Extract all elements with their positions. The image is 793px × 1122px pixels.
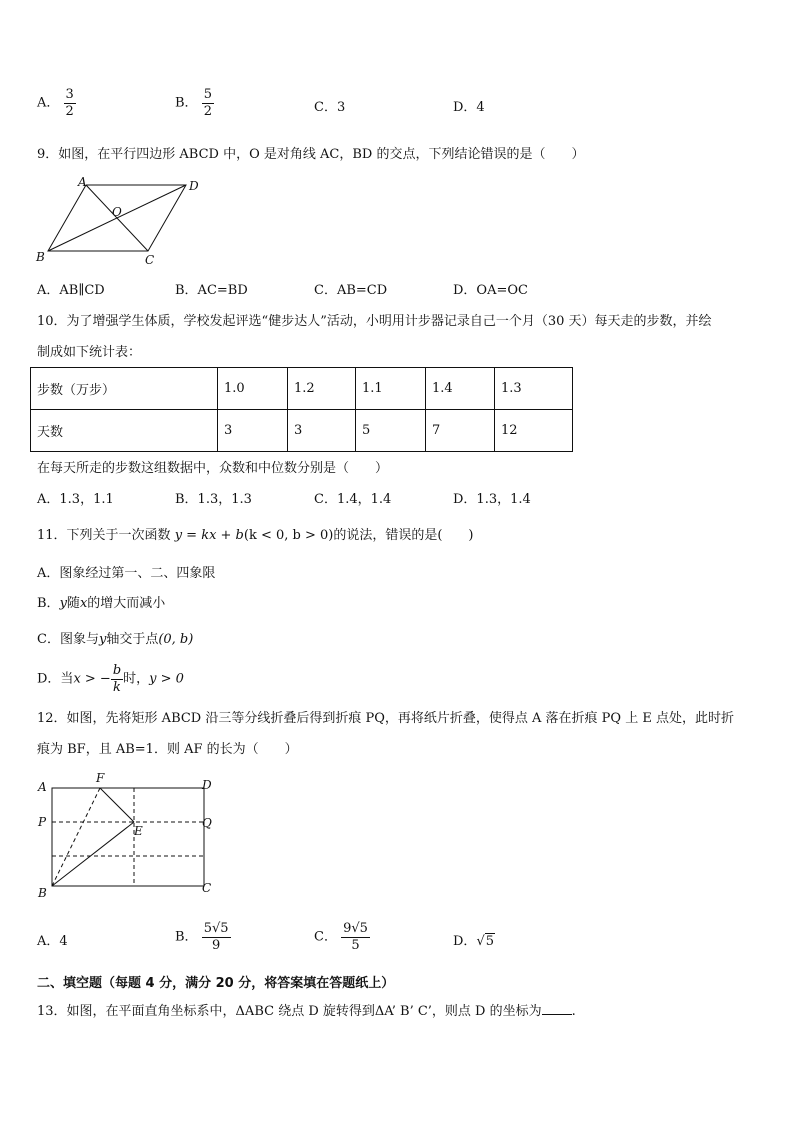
vertex-label-a: A <box>38 780 47 794</box>
vertex-label-c: C <box>145 253 155 267</box>
q10-stem-line1: 10．为了增强学生体质，学校发起评选“健步达人”活动，小明用计步器记录自己一个月（30 天）每天走的步数，并绘 <box>37 314 712 329</box>
point-label-q: Q <box>202 816 212 830</box>
table-cell: 1.1 <box>356 368 426 410</box>
q9-option-a: A．AB∥CD <box>37 283 105 298</box>
table-cell: 7 <box>426 410 495 452</box>
q9-option-b: B．AC=BD <box>175 283 248 298</box>
q11-option-c: C．图象与y轴交于点(0, b) <box>37 632 194 647</box>
sqrt-symbol: √ <box>476 934 485 949</box>
point-label-e: E <box>134 824 143 838</box>
table-row <box>31 368 573 410</box>
table-cell: 1.0 <box>218 368 288 410</box>
q13-stem: 13．如图，在平面直角坐标系中，ΔABC 绕点 D 旋转得到ΔA’ B’ C’，则点 D 的坐标为 . <box>37 1004 576 1019</box>
q11-option-d: D．当x > − $\frac{b}{k}$ 时，y > 0 <box>37 663 184 695</box>
table-cell: 1.2 <box>288 368 356 410</box>
table-row <box>31 410 573 452</box>
steps-table <box>30 367 573 452</box>
q12-option-b: B． $\frac{5√5}{9}$ <box>175 921 229 953</box>
q12-stem-line1: 12．如图，先将矩形 ABCD 沿三等分线折叠后得到折痕 PQ，再将纸片折叠，使得点 A 落在折痕 PQ 上 E 点处，此时折 <box>37 711 734 726</box>
q8-option-a: A． $\frac{3}{2}$ <box>37 87 74 119</box>
vertex-label-c: C <box>202 881 212 895</box>
table-cell: 5 <box>356 410 426 452</box>
q10-option-b: B．1.3，1.3 <box>175 492 252 507</box>
fraction: $\frac{b}{k}$ <box>112 663 122 695</box>
table-cell: 1.4 <box>426 368 495 410</box>
q10-option-d: D．1.3，1.4 <box>453 492 531 507</box>
q12-option-c: C． $\frac{9√5}{5}$ <box>314 921 368 953</box>
parallelogram-figure <box>30 172 220 267</box>
q11-option-a: A．图象经过第一、二、四象限 <box>37 566 216 581</box>
section-title: 二、填空题（每题 4 分，满分 20 分，将答案填在答题纸上） <box>37 976 395 991</box>
point-label-p: P <box>38 815 47 829</box>
q10-option-a: A．1.3，1.1 <box>37 492 114 507</box>
point-label-f: F <box>96 771 105 785</box>
table-cell: 12 <box>495 410 573 452</box>
fraction: $\frac{5}{2}$ <box>203 87 212 119</box>
q8-option-c: C．3 <box>314 100 346 115</box>
vertex-label-b: B <box>36 250 45 264</box>
fraction: $\frac{5√5}{9}$ <box>203 921 229 953</box>
function-condition: (k < 0, b > 0) <box>243 528 334 543</box>
table-header-steps: 步数（万步） <box>31 368 218 410</box>
linear-function-formula: y = kx + b <box>174 528 244 543</box>
fraction: $\frac{3}{2}$ <box>65 87 74 119</box>
fraction: $\frac{9√5}{5}$ <box>343 921 368 953</box>
vertex-label-a: A <box>78 175 87 189</box>
q11-option-b: B．y随x的增大而减小 <box>37 596 166 611</box>
q11-stem: 11．下列关于一次函数 y = kx + b(k < 0, b > 0)的说法，错误的是( ) <box>37 528 474 543</box>
center-label-o: O <box>112 205 122 219</box>
answer-blank[interactable] <box>542 1003 572 1015</box>
q12-stem-line2: 痕为 BF，且 AB=1．则 AF 的长为（ ） <box>37 742 298 757</box>
q10-option-c: C．1.4，1.4 <box>314 492 392 507</box>
vertex-label-b: B <box>38 886 47 900</box>
q12-option-d: D．√5 <box>453 934 495 949</box>
table-cell: 1.3 <box>495 368 573 410</box>
table-header-days: 天数 <box>31 410 218 452</box>
q10-stem-line2: 制成如下统计表： <box>37 345 142 360</box>
q8-option-d: D．4 <box>453 100 485 115</box>
q10-question: 在每天所走的步数这组数据中，众数和中位数分别是（ ） <box>37 461 389 476</box>
table-cell: 3 <box>288 410 356 452</box>
q12-option-a: A．4 <box>37 934 68 949</box>
table-cell: 3 <box>218 410 288 452</box>
q9-stem: 9．如图，在平行四边形 ABCD 中，O 是对角线 AC，BD 的交点，下列结论错误的是（ ） <box>37 147 585 162</box>
rectangle-fold-figure <box>30 770 230 900</box>
q8-option-b: B． $\frac{5}{2}$ <box>175 87 212 119</box>
q9-option-d: D．OA=OC <box>453 283 528 298</box>
vertex-label-d: D <box>202 778 212 792</box>
vertex-label-d: D <box>189 179 199 193</box>
q9-option-c: C．AB=CD <box>314 283 388 298</box>
